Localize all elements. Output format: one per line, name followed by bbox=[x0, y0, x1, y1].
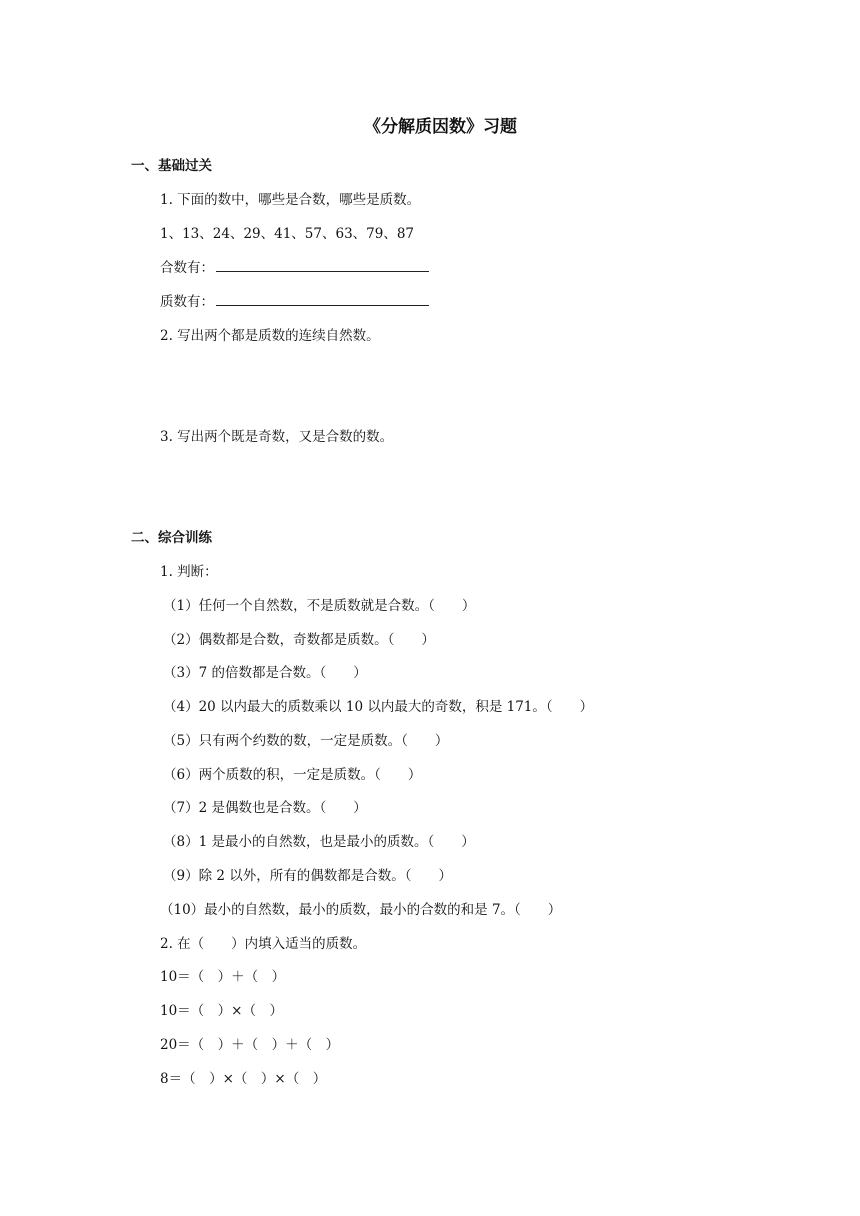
judge-item: （10）最小的自然数，最小的质数，最小的合数的和是 7。（ ） bbox=[160, 902, 562, 918]
judge-item: （9）除 2 以外，所有的偶数都是合数。（ ） bbox=[163, 868, 453, 884]
prime-label: 质数有： bbox=[160, 294, 214, 310]
question-3: 3. 写出两个既是奇数，又是合数的数。 bbox=[160, 429, 394, 445]
fill-item: 10＝（ ）×（ ） bbox=[160, 1003, 283, 1019]
judge-item: （8）1 是最小的自然数，也是最小的质数。（ ） bbox=[163, 834, 475, 850]
prime-answer-line bbox=[160, 293, 429, 311]
judge-item: （7）2 是偶数也是合数。（ ） bbox=[163, 800, 367, 816]
fill-item: 20＝（ ）＋（ ）＋（ ） bbox=[160, 1037, 340, 1053]
question-2: 2. 写出两个都是质数的连续自然数。 bbox=[160, 328, 380, 344]
section1-heading: 一、基础过关 bbox=[131, 158, 212, 174]
judge-item: （4）20 以内最大的质数乘以 10 以内最大的奇数，积是 171。（ ） bbox=[163, 699, 594, 715]
composite-blank[interactable] bbox=[216, 259, 429, 272]
question-1-numbers: 1、13、24、29、41、57、63、79、87 bbox=[160, 226, 415, 242]
fill-item: 8＝（ ）×（ ）×（ ） bbox=[160, 1071, 327, 1087]
section2-heading: 二、综合训练 bbox=[131, 530, 212, 546]
judge-item: （2）偶数都是合数，奇数都是质数。（ ） bbox=[163, 632, 435, 648]
judge-item: （5）只有两个约数的数，一定是质数。（ ） bbox=[163, 733, 449, 749]
judge-item: （1）任何一个自然数，不是质数就是合数。（ ） bbox=[163, 598, 476, 614]
judge-title: 1. 判断： bbox=[160, 564, 218, 580]
judge-item: （3）7 的倍数都是合数。（ ） bbox=[163, 665, 367, 681]
judge-item: （6）两个质数的积，一定是质数。（ ） bbox=[163, 767, 422, 783]
fill-item: 10＝（ ）＋（ ） bbox=[160, 969, 286, 985]
page-title: 《分解质因数》习题 bbox=[364, 117, 517, 137]
question-1: 1. 下面的数中，哪些是合数，哪些是质数。 bbox=[160, 192, 421, 208]
composite-label: 合数有： bbox=[160, 260, 214, 276]
fill-title: 2. 在（ ）内填入适当的质数。 bbox=[160, 936, 367, 952]
prime-blank[interactable] bbox=[216, 293, 429, 306]
composite-answer-line bbox=[160, 259, 429, 277]
